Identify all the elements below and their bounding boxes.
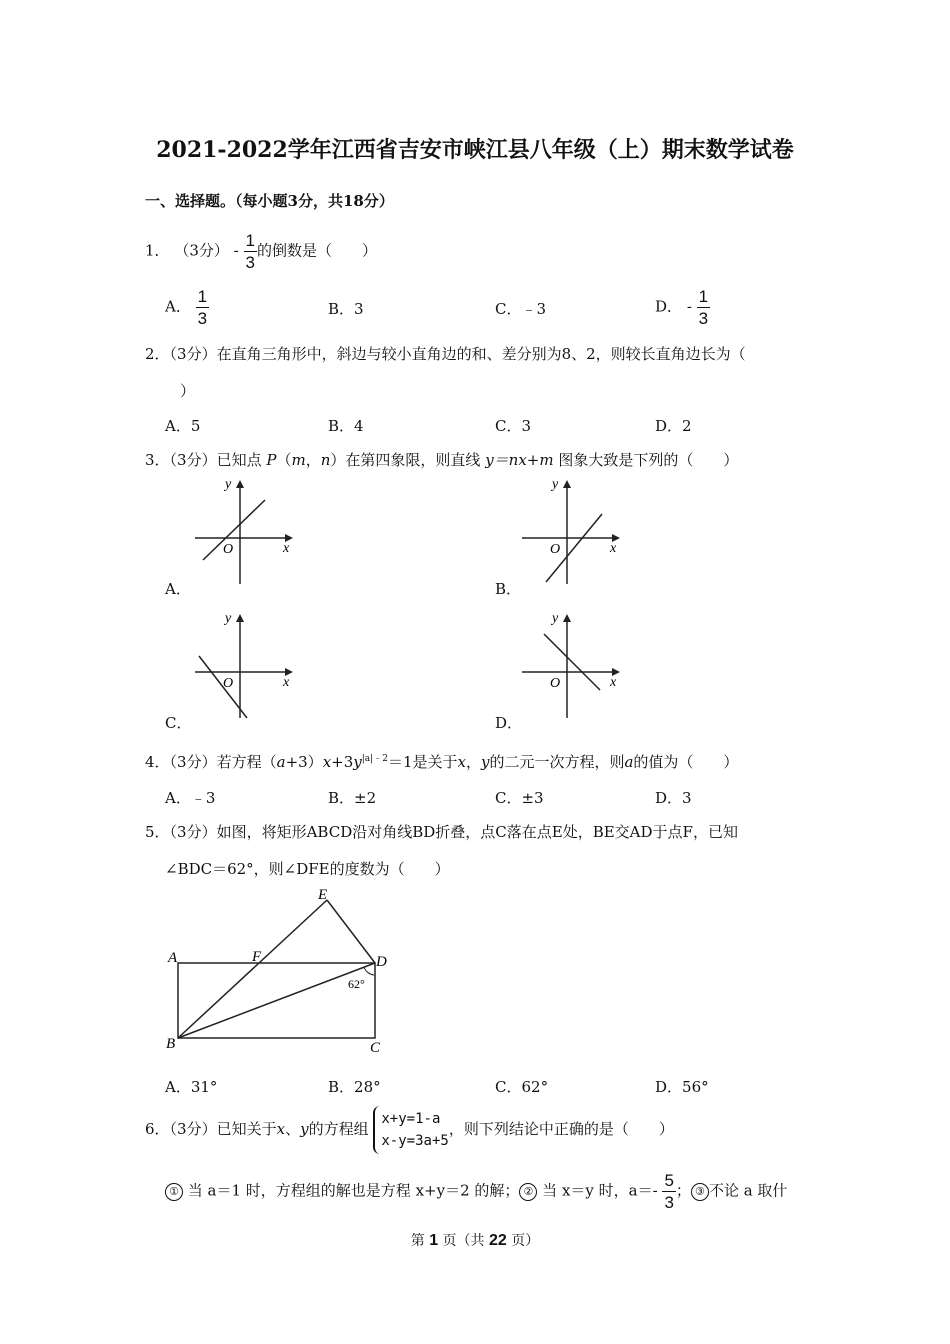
- q2-option-d-text: 2: [682, 417, 692, 435]
- footer-post: 页）: [511, 1233, 540, 1249]
- q6-statement-1: 当 a＝1 时，方程组的解也是方程 x+y＝2 的解；: [187, 1181, 520, 1200]
- q6-equation-2: x-y=3a+5: [381, 1133, 449, 1149]
- q3-option-c-label: C．: [165, 714, 192, 732]
- q1-option-a: [165, 288, 209, 327]
- y-axis-arrow-icon: [563, 480, 571, 488]
- q1-option-c-text: ﹣3: [521, 300, 547, 318]
- q3-text-5: 图象大致是下列的（ ）: [553, 451, 739, 469]
- q4-score: （3分）: [169, 753, 217, 771]
- q3-equation: y＝nx+m: [485, 451, 554, 469]
- q5-option-a: A．31°: [165, 1078, 218, 1096]
- q4-option-d: D．3: [655, 789, 692, 807]
- q4-var-a2: a: [624, 753, 634, 771]
- label-c: C: [370, 1040, 381, 1056]
- q2-option-b: B．4: [328, 417, 364, 435]
- label-b: B: [166, 1036, 176, 1052]
- q4-text-2: +3）: [285, 753, 323, 771]
- question-4: [145, 751, 738, 772]
- q4-option-b: B．±2: [328, 789, 377, 807]
- graph-line: [203, 500, 265, 560]
- q1-option-a-den: 3: [197, 309, 208, 328]
- x-label: x: [610, 675, 617, 690]
- q6-var-x: x: [276, 1120, 286, 1138]
- diagonal-bd: [178, 963, 375, 1038]
- q5-option-a-text: 31°: [190, 1078, 218, 1096]
- q6-text-4: ，则下列结论中正确的是（ ）: [448, 1120, 674, 1138]
- x-label: x: [283, 675, 290, 690]
- q5-figure: [160, 880, 400, 1060]
- origin-label: O: [550, 676, 561, 691]
- angle-arc: [364, 967, 374, 975]
- q3-option-a-label: A．: [165, 580, 191, 598]
- q3-text-1: 已知点: [216, 451, 267, 469]
- q1-option-b-text: 3: [354, 300, 364, 318]
- y-axis-arrow-icon: [236, 480, 244, 488]
- origin-label: O: [223, 542, 234, 557]
- q4-var-y2: y: [480, 753, 490, 771]
- q6-statement-3-marker: ③: [691, 1183, 709, 1201]
- q6-statement-2a: 当 x＝y 时，a＝: [542, 1181, 653, 1200]
- q4-var-x2: x: [457, 753, 466, 771]
- q3-graph-d: [512, 608, 632, 724]
- q3-text-2: （: [276, 451, 292, 469]
- footer-page-number: 1: [429, 1232, 439, 1249]
- q3-option-d-label: D．: [495, 714, 523, 732]
- q4-option-c-text: ±3: [521, 789, 544, 807]
- q1-option-d: [655, 288, 710, 327]
- q6-equation-1: x+y=1-a: [381, 1111, 441, 1127]
- q4-text-5: ，: [465, 753, 481, 771]
- q4-option-b-text: ±2: [354, 789, 377, 807]
- section-heading: 一、选择题。（每小题3分，共18分）: [145, 192, 394, 210]
- q6-statement-2b: ；: [675, 1181, 691, 1200]
- y-label: y: [225, 611, 232, 626]
- q1-option-d-label: D．: [655, 297, 683, 316]
- q5-number: 5．: [145, 823, 170, 841]
- x-label: x: [610, 541, 617, 556]
- y-axis-arrow-icon: [236, 614, 244, 622]
- q3-graph-a: [185, 474, 305, 590]
- y-label: y: [552, 611, 559, 626]
- q1-option-d-prefix: -: [686, 297, 692, 316]
- q2-number: 2．: [145, 345, 170, 363]
- q6-var-y: y: [300, 1120, 309, 1138]
- q5-score: （3分）: [169, 823, 217, 841]
- q6-text-1: 已知关于: [216, 1120, 277, 1138]
- q5-option-d: D．56°: [655, 1078, 709, 1096]
- q6-frac-num: 5: [664, 1171, 674, 1190]
- q1-score: （3分）: [174, 241, 229, 260]
- q1-option-d-fraction: [697, 288, 710, 327]
- q1-option-d-num: 1: [698, 287, 709, 306]
- y-label: y: [552, 477, 559, 492]
- q3-number: 3．: [145, 451, 170, 469]
- q4-number: 4．: [145, 753, 170, 771]
- q6-statement-2-prefix: -: [652, 1181, 658, 1200]
- q3-graph-c: [185, 608, 305, 724]
- q4-text-7: 的值为（ ）: [633, 753, 739, 771]
- q4-text-3: +3: [331, 753, 354, 771]
- q1-number: 1．: [145, 241, 170, 260]
- q5-text-line2: ∠BDC＝62°，则∠DFE的度数为（ ）: [165, 860, 450, 878]
- question-5: [145, 821, 738, 842]
- q1-option-b: [328, 298, 364, 319]
- q1-option-d-den: 3: [698, 309, 709, 328]
- q6-statement-2-fraction: [662, 1172, 675, 1211]
- label-f: F: [252, 949, 262, 965]
- label-d: D: [376, 954, 387, 970]
- q2-option-c-text: 3: [521, 417, 532, 435]
- q5-option-c-text: 62°: [521, 1078, 549, 1096]
- q1-prefix: -: [233, 241, 239, 260]
- q4-var-a: a: [276, 753, 286, 771]
- q3-graph-b: [512, 474, 632, 590]
- q3-text-4: ）在第四象限，则直线: [330, 451, 486, 469]
- q6-text-2: 、: [285, 1120, 301, 1138]
- q1-option-a-num: 1: [197, 287, 208, 306]
- q1-frac-den: 3: [245, 253, 255, 272]
- q6-score: （3分）: [169, 1120, 217, 1138]
- q4-option-a: A．﹣3: [165, 789, 216, 807]
- q2-score: （3分）: [169, 345, 217, 363]
- q1-option-a-label: A．: [165, 297, 191, 316]
- q6-frac-den: 3: [664, 1193, 674, 1212]
- q3-n: n: [320, 451, 331, 469]
- page-title: 2021-2022学年江西省吉安市峡江县八年级（上）期末数学试卷: [156, 137, 794, 163]
- footer-pre: 第: [410, 1233, 425, 1249]
- q6-text-3: 的方程组: [308, 1120, 369, 1138]
- q5-option-b-text: 28°: [354, 1078, 381, 1096]
- q4-text-4: ＝1是关于: [387, 753, 458, 771]
- q5-text-line1: 如图，将矩形ABCD沿对角线BD折叠，点C落在点E处，BE交AD于点F，已知: [216, 823, 738, 841]
- footer-total-pages: 22: [489, 1232, 507, 1249]
- angle-label: 62°: [348, 977, 365, 991]
- q4-option-c: C．±3: [495, 789, 544, 807]
- footer-mid: 页（共: [442, 1233, 485, 1249]
- q2-option-d: D．2: [655, 417, 692, 435]
- question-6: [145, 1106, 674, 1154]
- origin-label: O: [550, 542, 561, 557]
- q1-option-b-label: B．: [328, 300, 355, 318]
- q1-suffix: 的倒数是（ ）: [256, 241, 377, 260]
- q5-option-d-text: 56°: [682, 1078, 709, 1096]
- q4-text-1: 若方程（: [216, 753, 277, 771]
- label-a: A: [168, 950, 178, 966]
- q4-var-x: x: [322, 753, 332, 771]
- q6-statement-2-marker: ②: [519, 1183, 537, 1201]
- y-axis-arrow-icon: [563, 614, 571, 622]
- q2-option-a: A．5: [165, 417, 201, 435]
- q6-number: 6．: [145, 1120, 170, 1138]
- q1-option-c: [495, 298, 546, 319]
- y-label: y: [225, 477, 232, 492]
- q4-option-d-text: 3: [682, 789, 692, 807]
- segment-ed: [327, 900, 375, 963]
- q2-option-b-text: 4: [354, 417, 364, 435]
- question-3: [145, 449, 738, 470]
- segment-be: [178, 900, 327, 1038]
- page-footer: [0, 1230, 950, 1250]
- q5-option-c: C．62°: [495, 1078, 549, 1096]
- q1-frac-num: 1: [245, 231, 255, 250]
- q2-option-a-text: 5: [190, 417, 201, 435]
- q1-option-c-label: C．: [495, 300, 522, 318]
- q6-statements: [165, 1172, 787, 1211]
- q1-option-a-fraction: [196, 288, 209, 327]
- q2-option-c: C．3: [495, 417, 532, 435]
- origin-label: O: [223, 676, 234, 691]
- q4-exponent: |a|﹣2: [361, 754, 388, 764]
- x-label: x: [283, 541, 290, 556]
- q2-text-continued: ）: [180, 382, 196, 400]
- q4-var-y: y: [353, 753, 362, 771]
- q3-text-3: ，: [305, 451, 321, 469]
- q5-option-b: B．28°: [328, 1078, 381, 1096]
- q4-option-a-text: ﹣3: [190, 789, 216, 807]
- q6-statement-1-marker: ①: [165, 1183, 183, 1201]
- q6-statement-3: 不论 a 取什: [708, 1181, 788, 1200]
- q1-fraction: [244, 232, 257, 271]
- question-2: [145, 343, 746, 364]
- q3-option-b-label: B．: [495, 580, 522, 598]
- q3-point-p: P: [266, 451, 277, 469]
- q4-text-6: 的二元一次方程，则: [489, 753, 625, 771]
- q2-text: 在直角三角形中，斜边与较小直角边的和、差分别为8、2，则较长直角边长为（: [216, 345, 746, 363]
- q6-equation-system: [373, 1106, 448, 1154]
- question-1: [145, 232, 377, 271]
- q3-m: m: [291, 451, 306, 469]
- label-e: E: [318, 887, 328, 903]
- q3-score: （3分）: [169, 451, 217, 469]
